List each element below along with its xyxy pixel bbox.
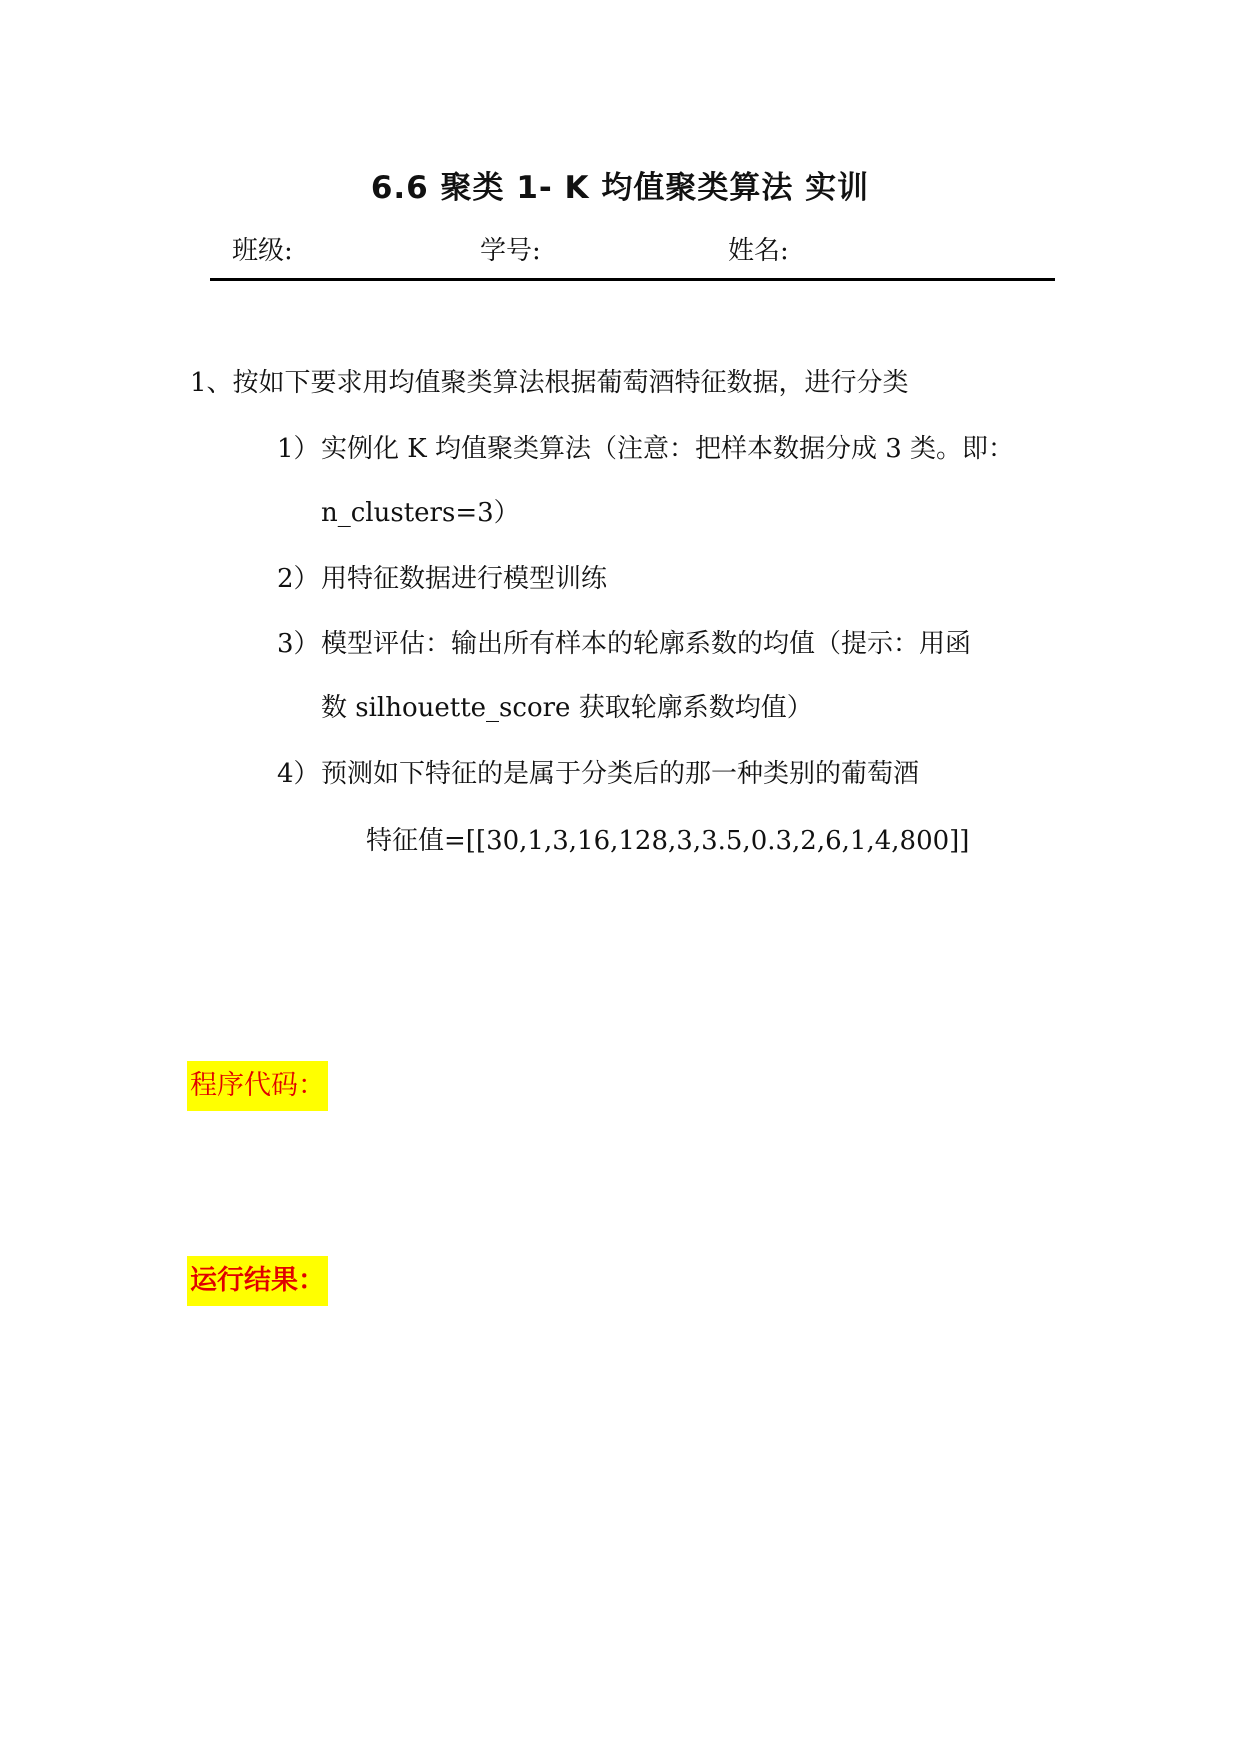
item-text: 用特征数据进行模型训练 [321,564,608,594]
student-info-row [0,230,1240,270]
item-number: 3） [277,629,320,659]
question-item-1 [277,428,1014,465]
result-section-label: 运行结果： [187,1256,328,1306]
item-text: 预测如下特征的是属于分类后的那一种类别的葡萄酒 [321,759,920,789]
class-label: 班级: [232,236,293,266]
question-item-4 [277,753,919,790]
student-id-label: 学号: [480,236,541,266]
question-main: 1、按如下要求用均值聚类算法根据葡萄酒特征数据，进行分类 [190,368,909,398]
code-section-label: 程序代码： [187,1061,328,1111]
student-name-label: 姓名: [728,236,789,266]
item-text: 实例化 K 均值聚类算法（注意：把样本数据分成 3 类。即： [321,434,1015,464]
item-text: 模型评估：输出所有样本的轮廓系数的均值（提示：用函 [321,629,972,659]
item-number: 4） [277,759,320,789]
question-item-3-cont: 数 silhouette_score 获取轮廓系数均值） [321,693,813,723]
item-number: 2） [277,564,320,594]
item-number: 1） [277,434,320,464]
document-title: 6.6 聚类 1- K 均值聚类算法 实训 [370,170,870,206]
question-item-1-cont: n_clusters=3） [321,498,520,528]
question-item-3 [277,623,971,660]
header-divider [210,278,1055,281]
question-item-2 [277,558,607,595]
feature-values: 特征值=[[30,1,3,16,128,3,3.5,0.3,2,6,1,4,800]] [366,826,970,856]
